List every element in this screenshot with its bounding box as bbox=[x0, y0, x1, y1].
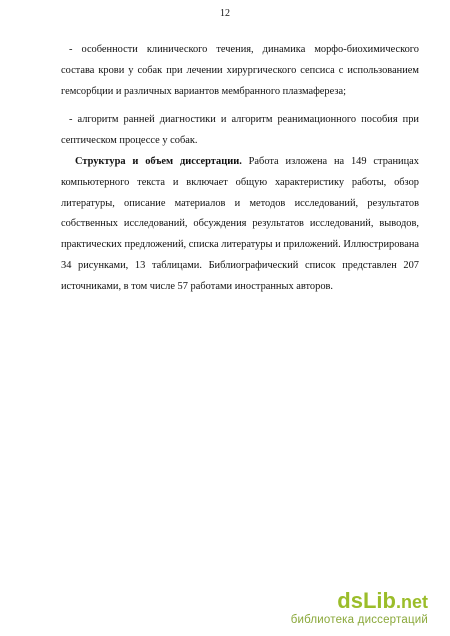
logo-net: .net bbox=[395, 592, 428, 612]
section-heading: Структура и объем диссертации. bbox=[75, 155, 242, 167]
paragraph-structure bbox=[61, 152, 419, 298]
section-body: Работа изложена на 149 страницах компьютерного текста и включает общую характеристику работы, обзор литературы, описание материалов и методов исследований, результатов собственных исследований, обсуждения результатов исследований, выводов, практических предложений, списка литературы и приложений. Иллюстрирована 34 рисунками, 13 таблицами. Библиографический список представлен 207 источниками, в том числе 57 работами иностранных авторов. bbox=[61, 155, 419, 292]
paragraph-clinical-features: - особенности клинического течения, динамика морфо-биохимического состава крови у собак при лечении хирургического сепсиса с использованием гемсорбции и различных вариантов мембранного плазмафереза; bbox=[61, 44, 419, 97]
dslib-logo bbox=[291, 589, 428, 614]
logo-lib: Lib bbox=[362, 588, 396, 613]
dslib-watermark bbox=[291, 589, 428, 626]
document-body bbox=[61, 40, 419, 298]
paragraph-algorithm: - алгоритм ранней диагностики и алгоритм реанимационного пособия при септическом процессе у собак. bbox=[61, 114, 419, 147]
page-number: 12 bbox=[220, 8, 230, 19]
watermark-tagline: библиотека диссертаций bbox=[290, 614, 428, 626]
logo-ds: ds bbox=[337, 588, 363, 613]
